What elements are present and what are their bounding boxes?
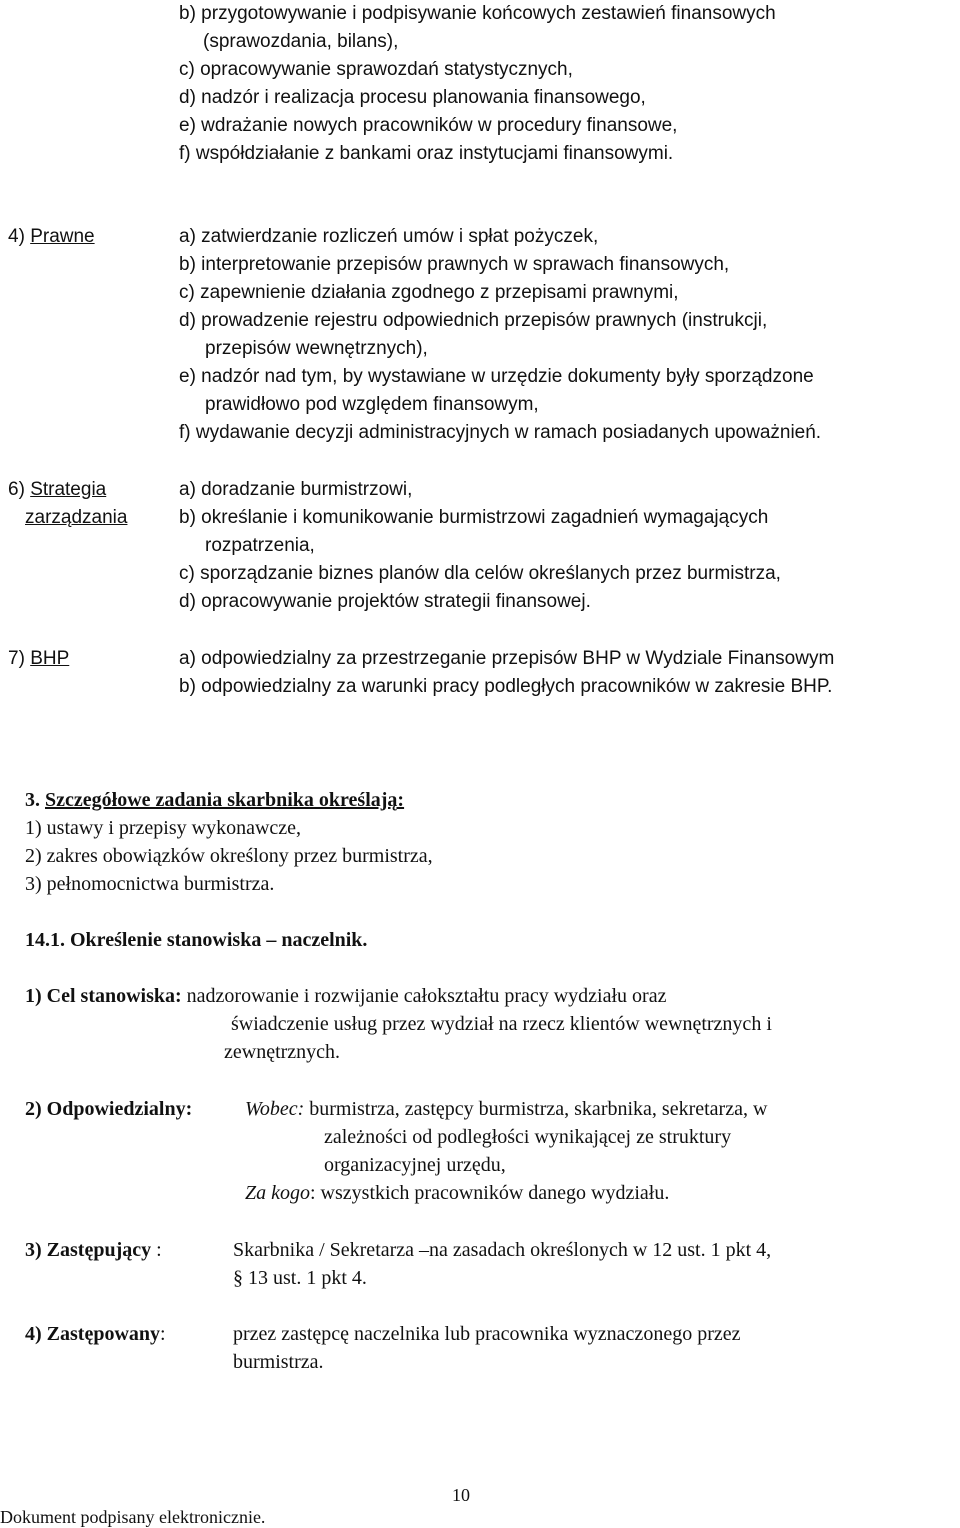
zakogo-label: Za kogo <box>245 1182 310 1204</box>
field-goal-label: 1) Cel stanowiska: <box>25 985 182 1007</box>
wobec-text: burmistrza, zastępcy burmistrza, skarbnika, sekretarza, w <box>304 1098 768 1120</box>
electronic-signature-note: Dokument podpisany elektronicznie. <box>0 1507 266 1527</box>
legal-number: 4) <box>8 226 25 247</box>
legal-item-e: e) nadzór nad tym, by wystawiane w urzędzie dokumenty były sporządzone <box>179 366 814 387</box>
wobec-label: Wobec: <box>245 1098 305 1120</box>
wobec-cont-1: zależności od podległości wynikającej ze struktury <box>324 1126 732 1148</box>
finance-item-b-cont: (sprawozdania, bilans), <box>203 31 399 52</box>
strategy-item-b-cont: rozpatrzenia, <box>205 535 315 556</box>
finance-item-f: f) współdziałanie z bankami oraz instytucjami finansowymi. <box>179 143 674 164</box>
field-substitute-colon: : <box>156 1239 162 1261</box>
field-substituted-colon: : <box>160 1323 166 1345</box>
finance-item-e: e) wdrażanie nowych pracowników w procedury finansowe, <box>179 115 678 136</box>
finance-item-c: c) opracowywanie sprawozdań statystycznych, <box>179 59 573 80</box>
field-substituted-cont: burmistrza. <box>233 1351 324 1373</box>
strategy-heading <box>8 476 106 504</box>
field-substitute-label <box>25 1236 162 1264</box>
zakogo-text: : wszystkich pracowników danego wydziału. <box>310 1182 670 1204</box>
legal-item-d-cont: przepisów wewnętrznych), <box>205 338 428 359</box>
field-responsible-wobec <box>245 1095 767 1123</box>
finance-item-d: d) nadzór i realizacja procesu planowania finansowego, <box>179 87 646 108</box>
section-14-1-heading: 14.1. Określenie stanowiska – naczelnik. <box>25 929 368 951</box>
section-3-number: 3. <box>25 789 40 811</box>
strategy-item-b: b) określanie i komunikowanie burmistrzowi zagadnień wymagających <box>179 507 769 528</box>
field-goal <box>25 982 666 1010</box>
bhp-number: 7) <box>8 648 25 669</box>
page-number: 10 <box>452 1485 470 1505</box>
strategy-number: 6) <box>8 479 25 500</box>
finance-item-b: b) przygotowywanie i podpisywanie końcowych zestawień finansowych <box>179 3 776 24</box>
field-substitute-title: 3) Zastępujący <box>25 1239 152 1261</box>
field-goal-text: nadzorowanie i rozwijanie całokształtu pracy wydziału oraz <box>181 985 667 1007</box>
field-substitute-text: Skarbnika / Sekretarza –na zasadach określonych w 12 ust. 1 pkt 4, <box>233 1239 772 1261</box>
bhp-title: BHP <box>30 648 70 669</box>
legal-item-e-cont: prawidłowo pod względem finansowym, <box>205 394 539 415</box>
field-goal-cont-2: zewnętrznych. <box>224 1041 341 1063</box>
field-substituted-title: 4) Zastępowany <box>25 1323 161 1345</box>
field-substitute-cont-text: 13 ust. 1 pkt 4. <box>248 1267 367 1289</box>
bhp-item-a: a) odpowiedzialny za przestrzeganie przepisów BHP w Wydziale Finansowym <box>179 648 835 669</box>
strategy-title: Strategia <box>30 479 107 500</box>
legal-item-d: d) prowadzenie rejestru odpowiednich przepisów prawnych (instrukcji, <box>179 310 768 331</box>
legal-item-a: a) zatwierdzanie rozliczeń umów i spłat pożyczek, <box>179 226 599 247</box>
bhp-item-b: b) odpowiedzialny za warunki pracy podległych pracowników w zakresie BHP. <box>179 676 833 697</box>
section-3-item-3: 3) pełnomocnictwa burmistrza. <box>25 873 275 895</box>
strategy-item-c: c) sporządzanie biznes planów dla celów określanych przez burmistrza, <box>179 563 781 584</box>
field-substituted-label <box>25 1320 166 1348</box>
section-3-title: Szczegółowe zadania skarbnika określają: <box>45 789 405 811</box>
legal-item-c: c) zapewnienie działania zgodnego z przepisami prawnymi, <box>179 282 679 303</box>
legal-item-b: b) interpretowanie przepisów prawnych w sprawach finansowych, <box>179 254 730 275</box>
field-goal-cont-1: świadczenie usług przez wydział na rzecz klientów wewnętrznych i <box>231 1013 772 1035</box>
strategy-item-d: d) opracowywanie projektów strategii finansowej. <box>179 591 591 612</box>
legal-title: Prawne <box>30 226 95 247</box>
paragraph-mark: § <box>233 1267 243 1289</box>
legal-heading <box>8 223 95 251</box>
section-3-item-1: 1) ustawy i przepisy wykonawcze, <box>25 817 302 839</box>
field-responsible-label: 2) Odpowiedzialny: <box>25 1098 193 1120</box>
section-3-heading <box>25 786 404 814</box>
legal-item-f: f) wydawanie decyzji administracyjnych w ramach posiadanych upoważnień. <box>179 422 822 443</box>
wobec-cont-2: organizacyjnej urzędu, <box>324 1154 506 1176</box>
section-3-item-2: 2) zakres obowiązków określony przez burmistrza, <box>25 845 433 867</box>
bhp-heading <box>8 645 69 673</box>
strategy-item-a: a) doradzanie burmistrzowi, <box>179 479 413 500</box>
field-substituted-text: przez zastępcę naczelnika lub pracownika wyznaczonego przez <box>233 1323 741 1345</box>
field-substitute-cont <box>233 1264 367 1292</box>
field-responsible-zakogo <box>245 1179 669 1207</box>
strategy-title-cont: zarządzania <box>25 507 128 528</box>
